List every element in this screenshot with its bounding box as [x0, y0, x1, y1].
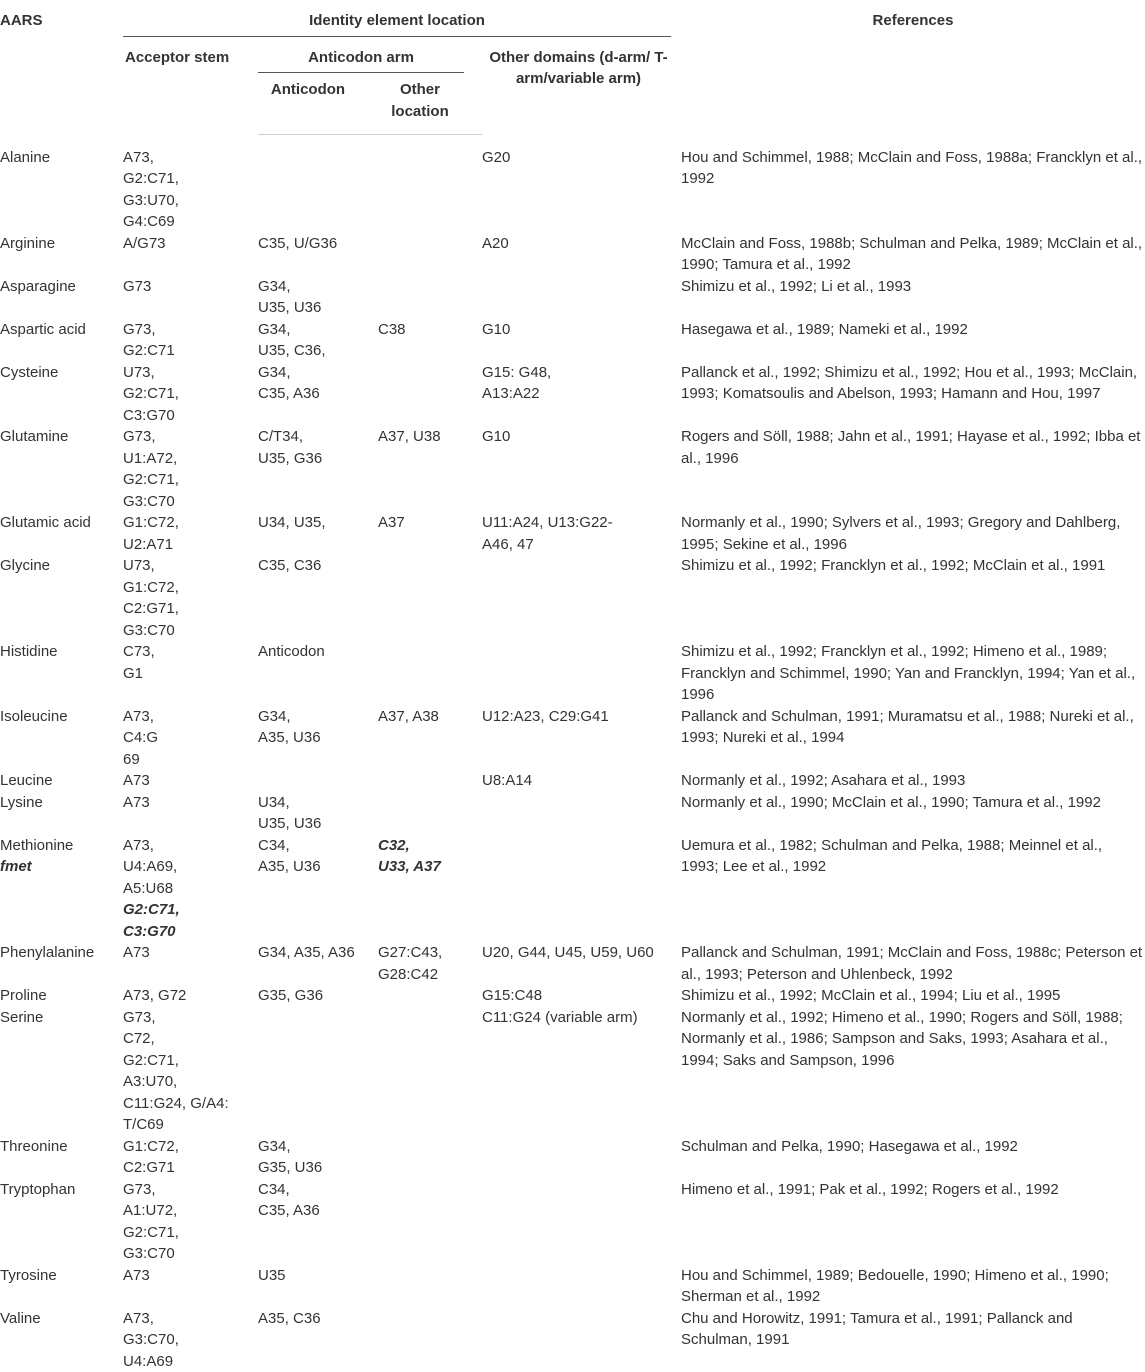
- aars-cell: [0, 942, 123, 985]
- other-domains-cell: [482, 985, 681, 1007]
- acceptor-line: G2:C71,: [123, 1222, 258, 1244]
- other-location-cell: [378, 426, 482, 512]
- anticodon-line: G34,: [258, 362, 378, 384]
- header-aars: AARS: [0, 0, 123, 135]
- other-location-cell: [378, 135, 482, 233]
- acceptor-stem-cell: [123, 1308, 258, 1372]
- anticodon-line: G34, A35, A36: [258, 942, 378, 964]
- header-references: References: [681, 0, 1145, 135]
- table-row: [0, 792, 1145, 835]
- other-domains-cell: [482, 942, 681, 985]
- anticodon-line: G35, G36: [258, 985, 378, 1007]
- other-line: G28:C42: [378, 964, 482, 986]
- anticodon-cell: [258, 135, 378, 233]
- acceptor-line: G3:C70: [123, 620, 258, 642]
- aars-name: Tryptophan: [0, 1179, 123, 1201]
- acceptor-line: C2:G71,: [123, 598, 258, 620]
- acceptor-stem-cell: [123, 319, 258, 362]
- other-bi-line: C32,: [378, 835, 482, 857]
- references-cell: [681, 319, 1145, 362]
- header-identity-element-location: Identity element location: [123, 0, 681, 41]
- other-domains-cell: [482, 1308, 681, 1372]
- acceptor-line: G3:C70,: [123, 1329, 258, 1351]
- acceptor-stem-cell: [123, 641, 258, 706]
- references-cell: [681, 1308, 1145, 1372]
- table-row: [0, 985, 1145, 1007]
- acceptor-line: G2:C71,: [123, 383, 258, 405]
- acceptor-line: G2:C71: [123, 340, 258, 362]
- other-domains-cell: [482, 1179, 681, 1265]
- references-text: Himeno et al., 1991; Pak et al., 1992; Rogers et al., 1992: [681, 1181, 1059, 1198]
- other-line: G27:C43,: [378, 942, 482, 964]
- acceptor-stem-cell: [123, 835, 258, 943]
- other-location-cell: [378, 985, 482, 1007]
- aars-cell: [0, 1179, 123, 1265]
- other-location-cell: [378, 770, 482, 792]
- anticodon-line: U35, G36: [258, 448, 378, 470]
- references-text: Uemura et al., 1982; Schulman and Pelka, 1988; Meinnel et al., 1993; Lee et al., 1992: [681, 837, 1102, 876]
- aars-name: Isoleucine: [0, 706, 123, 728]
- table-row: [0, 706, 1145, 771]
- anticodon-cell: [258, 770, 378, 792]
- anticodon-cell: [258, 641, 378, 706]
- aars-cell: [0, 792, 123, 835]
- acceptor-line: G1:C72,: [123, 512, 258, 534]
- acceptor-stem-cell: [123, 135, 258, 233]
- aars-name: Arginine: [0, 233, 123, 255]
- references-text: Pallanck and Schulman, 1991; McClain and Foss, 1988c; Peterson et al., 1993; Peterson and Uhlenbeck, 1992: [681, 944, 1142, 983]
- references-cell: [681, 770, 1145, 792]
- aars-name: Glutamine: [0, 426, 123, 448]
- references-cell: [681, 641, 1145, 706]
- table-row: [0, 233, 1145, 276]
- acceptor-line: U73,: [123, 362, 258, 384]
- acceptor-line: A73: [123, 1265, 258, 1287]
- acceptor-line: A73: [123, 942, 258, 964]
- aars-name: Lysine: [0, 792, 123, 814]
- acceptor-line: U4:A69: [123, 1351, 258, 1372]
- acceptor-stem-cell: [123, 362, 258, 427]
- aars-bi-name: fmet: [0, 856, 123, 878]
- table-row: [0, 276, 1145, 319]
- anticodon-cell: [258, 1265, 378, 1308]
- references-text: Shimizu et al., 1992; McClain et al., 1994; Liu et al., 1995: [681, 987, 1060, 1004]
- references-cell: [681, 555, 1145, 641]
- aars-name: Asparagine: [0, 276, 123, 298]
- references-text: Normanly et al., 1990; McClain et al., 1990; Tamura et al., 1992: [681, 794, 1101, 811]
- acceptor-line: G3:U70,: [123, 190, 258, 212]
- domains-line: A20: [482, 233, 681, 255]
- anticodon-cell: [258, 426, 378, 512]
- table-header: [0, 0, 1145, 135]
- anticodon-line: C35, U/G36: [258, 233, 378, 255]
- acceptor-stem-cell: [123, 792, 258, 835]
- references-text: McClain and Foss, 1988b; Schulman and Pelka, 1989; McClain et al., 1990; Tamura et al., 1992: [681, 235, 1142, 274]
- references-cell: [681, 942, 1145, 985]
- other-domains-cell: [482, 641, 681, 706]
- table-row: [0, 1007, 1145, 1136]
- acceptor-line: G73: [123, 276, 258, 298]
- references-cell: [681, 135, 1145, 233]
- table-row: [0, 835, 1145, 943]
- aars-name: Serine: [0, 1007, 123, 1029]
- other-domains-cell: [482, 233, 681, 276]
- anticodon-cell: [258, 942, 378, 985]
- references-text: Schulman and Pelka, 1990; Hasegawa et al., 1992: [681, 1138, 1018, 1155]
- anticodon-line: C/T34,: [258, 426, 378, 448]
- other-location-cell: [378, 706, 482, 771]
- aars-name: Proline: [0, 985, 123, 1007]
- other-line: A37, A38: [378, 706, 482, 728]
- acceptor-line: U73,: [123, 555, 258, 577]
- other-line: C38: [378, 319, 482, 341]
- acceptor-line: C72,: [123, 1028, 258, 1050]
- references-cell: [681, 706, 1145, 771]
- domains-line: G20: [482, 147, 681, 169]
- domains-line: C11:G24 (variable arm): [482, 1007, 681, 1029]
- other-line: A37, U38: [378, 426, 482, 448]
- anticodon-line: A35, C36: [258, 1308, 378, 1330]
- other-location-cell: [378, 319, 482, 362]
- aars-name: Tyrosine: [0, 1265, 123, 1287]
- acceptor-stem-cell: [123, 512, 258, 555]
- other-domains-cell: [482, 1007, 681, 1136]
- table-row: [0, 135, 1145, 233]
- acceptor-line: G73,: [123, 1179, 258, 1201]
- acceptor-line: A1:U72,: [123, 1200, 258, 1222]
- table-row: [0, 319, 1145, 362]
- header-acceptor-stem: Acceptor stem: [123, 41, 258, 135]
- acceptor-bi-line: G2:C71,: [123, 899, 258, 921]
- acceptor-line: G1:C72,: [123, 577, 258, 599]
- references-text: Rogers and Söll, 1988; Jahn et al., 1991; Hayase et al., 1992; Ibba et al., 1996: [681, 428, 1140, 467]
- acceptor-stem-cell: [123, 942, 258, 985]
- other-domains-cell: [482, 512, 681, 555]
- acceptor-line: 69: [123, 749, 258, 771]
- acceptor-bi-line: C3:G70: [123, 921, 258, 943]
- anticodon-cell: [258, 276, 378, 319]
- anticodon-line: G34,: [258, 706, 378, 728]
- acceptor-stem-cell: [123, 1007, 258, 1136]
- acceptor-line: G73,: [123, 319, 258, 341]
- anticodon-cell: [258, 985, 378, 1007]
- acceptor-stem-cell: [123, 276, 258, 319]
- header-other-location: Other location: [378, 73, 482, 135]
- table-row: [0, 770, 1145, 792]
- anticodon-line: C34,: [258, 835, 378, 857]
- anticodon-cell: [258, 1308, 378, 1372]
- other-domains-cell: [482, 792, 681, 835]
- anticodon-line: C35, C36: [258, 555, 378, 577]
- domains-line: G15: G48,: [482, 362, 681, 384]
- anticodon-cell: [258, 792, 378, 835]
- aars-name: Cysteine: [0, 362, 123, 384]
- aars-cell: [0, 276, 123, 319]
- references-text: Chu and Horowitz, 1991; Tamura et al., 1991; Pallanck and Schulman, 1991: [681, 1310, 1073, 1349]
- aars-name: Valine: [0, 1308, 123, 1330]
- references-text: Shimizu et al., 1992; Li et al., 1993: [681, 278, 911, 295]
- references-cell: [681, 512, 1145, 555]
- anticodon-line: G34,: [258, 1136, 378, 1158]
- acceptor-stem-cell: [123, 1179, 258, 1265]
- anticodon-line: G34,: [258, 276, 378, 298]
- acceptor-stem-cell: [123, 985, 258, 1007]
- anticodon-line: C34,: [258, 1179, 378, 1201]
- references-cell: [681, 1265, 1145, 1308]
- header-other-domains: Other domains (d-arm/ T-arm/variable arm): [482, 41, 681, 135]
- aars-name: Glutamic acid: [0, 512, 123, 534]
- acceptor-line: A3:U70,: [123, 1071, 258, 1093]
- other-location-cell: [378, 942, 482, 985]
- table-row: [0, 942, 1145, 985]
- aars-name: Phenylalanine: [0, 942, 123, 964]
- other-location-cell: [378, 641, 482, 706]
- aars-name: Leucine: [0, 770, 123, 792]
- acceptor-line: C73,: [123, 641, 258, 663]
- domains-line: G10: [482, 426, 681, 448]
- other-bi-line: U33, A37: [378, 856, 482, 878]
- acceptor-line: G73,: [123, 1007, 258, 1029]
- references-text: Normanly et al., 1992; Asahara et al., 1993: [681, 772, 965, 789]
- references-cell: [681, 1179, 1145, 1265]
- references-cell: [681, 1007, 1145, 1136]
- other-location-cell: [378, 512, 482, 555]
- aars-cell: [0, 233, 123, 276]
- aars-name: Glycine: [0, 555, 123, 577]
- header-anticodon-arm: Anticodon arm: [258, 41, 482, 74]
- anticodon-line: G35, U36: [258, 1157, 378, 1179]
- anticodon-cell: [258, 512, 378, 555]
- aars-cell: [0, 641, 123, 706]
- acceptor-stem-cell: [123, 426, 258, 512]
- references-text: Normanly et al., 1990; Sylvers et al., 1993; Gregory and Dahlberg, 1995; Sekine et al., 1996: [681, 514, 1120, 553]
- acceptor-line: A73: [123, 792, 258, 814]
- anticodon-line: C35, A36: [258, 383, 378, 405]
- anticodon-line: A35, U36: [258, 856, 378, 878]
- other-location-cell: [378, 555, 482, 641]
- anticodon-cell: [258, 362, 378, 427]
- acceptor-line: G2:C71,: [123, 1050, 258, 1072]
- aars-cell: [0, 835, 123, 943]
- acceptor-line: G2:C71,: [123, 469, 258, 491]
- acceptor-line: G1:C72,: [123, 1136, 258, 1158]
- aars-cell: [0, 1007, 123, 1136]
- aars-name: Histidine: [0, 641, 123, 663]
- table-row: [0, 362, 1145, 427]
- acceptor-line: G73,: [123, 426, 258, 448]
- other-location-cell: [378, 1007, 482, 1136]
- acceptor-line: C11:G24, G/A4:: [123, 1093, 258, 1115]
- acceptor-line: T/C69: [123, 1114, 258, 1136]
- references-cell: [681, 426, 1145, 512]
- acceptor-line: C4:G: [123, 727, 258, 749]
- domains-line: U20, G44, U45, U59, U60: [482, 942, 681, 964]
- acceptor-line: A73,: [123, 706, 258, 728]
- domains-line: U8:A14: [482, 770, 681, 792]
- acceptor-stem-cell: [123, 555, 258, 641]
- domains-line: A13:A22: [482, 383, 681, 405]
- domains-line: U12:A23, C29:G41: [482, 706, 681, 728]
- other-location-cell: [378, 1136, 482, 1179]
- anticodon-cell: [258, 319, 378, 362]
- other-domains-cell: [482, 835, 681, 943]
- aars-cell: [0, 706, 123, 771]
- aars-cell: [0, 770, 123, 792]
- table-row: [0, 512, 1145, 555]
- anticodon-cell: [258, 1007, 378, 1136]
- aars-cell: [0, 1265, 123, 1308]
- anticodon-line: U35, C36,: [258, 340, 378, 362]
- other-domains-cell: [482, 1265, 681, 1308]
- aars-name: Aspartic acid: [0, 319, 123, 341]
- other-location-cell: [378, 1179, 482, 1265]
- acceptor-stem-cell: [123, 706, 258, 771]
- references-text: Pallanck et al., 1992; Shimizu et al., 1992; Hou et al., 1993; McClain, 1993; Komatsoulis and Abelson, 1993; Hamann and Hou, 1997: [681, 364, 1137, 403]
- anticodon-cell: [258, 706, 378, 771]
- header-anticodon: Anticodon: [258, 73, 378, 135]
- other-domains-cell: [482, 1136, 681, 1179]
- table-body: [0, 135, 1145, 1372]
- other-location-cell: [378, 835, 482, 943]
- other-domains-cell: [482, 276, 681, 319]
- other-location-cell: [378, 1265, 482, 1308]
- aars-name: Methionine: [0, 835, 123, 857]
- anticodon-cell: [258, 835, 378, 943]
- anticodon-cell: [258, 555, 378, 641]
- anticodon-line: G34,: [258, 319, 378, 341]
- references-cell: [681, 1136, 1145, 1179]
- acceptor-line: A73,: [123, 1308, 258, 1330]
- acceptor-line: G1: [123, 663, 258, 685]
- acceptor-line: G2:C71,: [123, 168, 258, 190]
- aars-cell: [0, 426, 123, 512]
- anticodon-cell: [258, 1179, 378, 1265]
- aars-cell: [0, 1308, 123, 1372]
- aars-cell: [0, 512, 123, 555]
- other-domains-cell: [482, 770, 681, 792]
- other-domains-cell: [482, 362, 681, 427]
- references-text: Shimizu et al., 1992; Francklyn et al., 1992; Himeno et al., 1989; Francklyn and Schimmel, 1990; Yan and Francklyn, 1994; Yan et al., 1996: [681, 643, 1135, 703]
- references-text: Pallanck and Schulman, 1991; Muramatsu et al., 1988; Nureki et al., 1993; Nureki et al., 1994: [681, 708, 1134, 747]
- acceptor-line: G3:C70: [123, 1243, 258, 1265]
- anticodon-line: Anticodon: [258, 641, 378, 663]
- acceptor-line: C3:G70: [123, 405, 258, 427]
- acceptor-stem-cell: [123, 1136, 258, 1179]
- references-text: Hasegawa et al., 1989; Nameki et al., 1992: [681, 321, 968, 338]
- acceptor-line: A/G73: [123, 233, 258, 255]
- acceptor-line: A73,: [123, 835, 258, 857]
- references-cell: [681, 792, 1145, 835]
- other-location-cell: [378, 276, 482, 319]
- anticodon-line: U34, U35,: [258, 512, 378, 534]
- table-row: [0, 1136, 1145, 1179]
- acceptor-stem-cell: [123, 770, 258, 792]
- table-row: [0, 1308, 1145, 1372]
- acceptor-stem-cell: [123, 1265, 258, 1308]
- references-text: Hou and Schimmel, 1988; McClain and Foss, 1988a; Francklyn et al., 1992: [681, 149, 1142, 188]
- domains-line: G15:C48: [482, 985, 681, 1007]
- domains-line: G10: [482, 319, 681, 341]
- other-domains-cell: [482, 426, 681, 512]
- anticodon-line: A35, U36: [258, 727, 378, 749]
- references-cell: [681, 233, 1145, 276]
- aars-cell: [0, 362, 123, 427]
- other-domains-cell: [482, 319, 681, 362]
- aars-cell: [0, 555, 123, 641]
- acceptor-line: A73, G72: [123, 985, 258, 1007]
- aars-name: Threonine: [0, 1136, 123, 1158]
- anticodon-line: U35, U36: [258, 297, 378, 319]
- aars-cell: [0, 1136, 123, 1179]
- table-row: [0, 1265, 1145, 1308]
- aars-cell: [0, 985, 123, 1007]
- other-location-cell: [378, 792, 482, 835]
- other-domains-cell: [482, 706, 681, 771]
- aars-name: Alanine: [0, 147, 123, 169]
- anticodon-line: U35, U36: [258, 813, 378, 835]
- table-row: [0, 555, 1145, 641]
- aars-cell: [0, 135, 123, 233]
- references-cell: [681, 362, 1145, 427]
- table-row: [0, 1179, 1145, 1265]
- other-location-cell: [378, 233, 482, 276]
- aars-cell: [0, 319, 123, 362]
- references-text: Shimizu et al., 1992; Francklyn et al., 1992; McClain et al., 1991: [681, 557, 1105, 574]
- other-domains-cell: [482, 135, 681, 233]
- table-row: [0, 641, 1145, 706]
- acceptor-line: G3:C70: [123, 491, 258, 513]
- acceptor-line: A73: [123, 770, 258, 792]
- other-location-cell: [378, 362, 482, 427]
- acceptor-line: U1:A72,: [123, 448, 258, 470]
- references-text: Hou and Schimmel, 1989; Bedouelle, 1990; Himeno et al., 1990; Sherman et al., 1992: [681, 1267, 1109, 1306]
- references-text: Normanly et al., 1992; Himeno et al., 1990; Rogers and Söll, 1988; Normanly et al., 1986; Sampson and Saks, 1993; Asahara et al., 1994; Saks and Sampson, 1996: [681, 1009, 1123, 1069]
- anticodon-line: U34,: [258, 792, 378, 814]
- anticodon-cell: [258, 1136, 378, 1179]
- other-line: A37: [378, 512, 482, 534]
- references-cell: [681, 985, 1145, 1007]
- domains-line: A46, 47: [482, 534, 681, 556]
- anticodon-line: C35, A36: [258, 1200, 378, 1222]
- other-location-cell: [378, 1308, 482, 1372]
- acceptor-line: A73,: [123, 147, 258, 169]
- acceptor-line: U4:A69,: [123, 856, 258, 878]
- acceptor-line: C2:G71: [123, 1157, 258, 1179]
- table-row: [0, 426, 1145, 512]
- references-cell: [681, 835, 1145, 943]
- references-cell: [681, 276, 1145, 319]
- anticodon-cell: [258, 233, 378, 276]
- anticodon-line: U35: [258, 1265, 378, 1287]
- other-domains-cell: [482, 555, 681, 641]
- acceptor-line: U2:A71: [123, 534, 258, 556]
- acceptor-line: A5:U68: [123, 878, 258, 900]
- acceptor-stem-cell: [123, 233, 258, 276]
- domains-line: U11:A24, U13:G22-: [482, 512, 681, 534]
- acceptor-line: G4:C69: [123, 211, 258, 233]
